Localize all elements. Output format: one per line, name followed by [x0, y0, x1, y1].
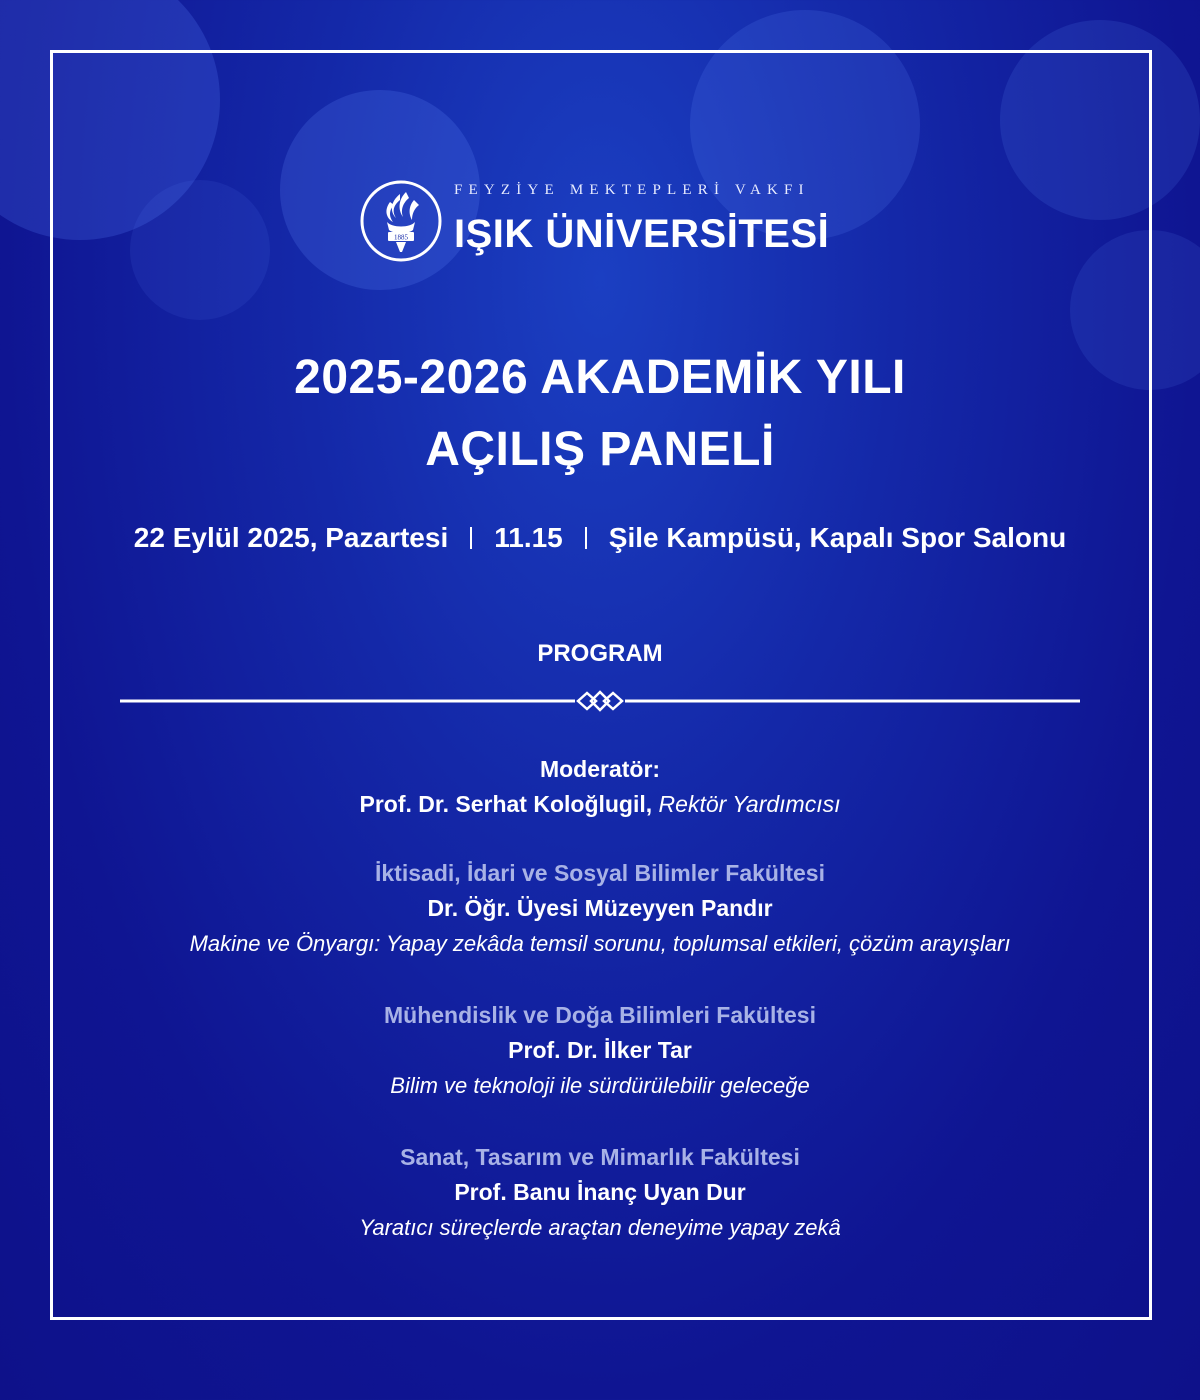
- moderator-name: Prof. Dr. Serhat Koloğlugil,: [359, 791, 653, 817]
- foundation-name: FEYZİYE MEKTEPLERİ VAKFI: [454, 182, 810, 198]
- ornament-divider: [120, 688, 1080, 714]
- university-logo: [360, 180, 840, 262]
- session-faculty: Sanat, Tasarım ve Mimarlık Fakültesi: [400, 1144, 800, 1170]
- session-block: [0, 998, 1200, 1104]
- torch-emblem-icon: [360, 180, 442, 262]
- session-topic: Bilim ve teknoloji ile sürdürülebilir geleceğe: [390, 1073, 810, 1098]
- moderator-label: Moderatör:: [539, 756, 661, 782]
- info-separator: [585, 527, 587, 549]
- program-heading: PROGRAM: [537, 640, 663, 667]
- event-location: Şile Kampüsü, Kapalı Spor Salonu: [608, 522, 1067, 553]
- session-speaker: Prof. Banu İnanç Uyan Dur: [454, 1179, 746, 1205]
- session-topic: Yaratıcı süreçlerde araçtan deneyime yapay zekâ: [359, 1215, 841, 1240]
- moderator-line: [0, 786, 1200, 822]
- session-block: [0, 1140, 1200, 1246]
- session-faculty: Mühendislik ve Doğa Bilimleri Fakültesi: [383, 1002, 816, 1028]
- event-title-line2: AÇILIŞ PANELİ: [425, 423, 775, 476]
- event-title-line1: 2025-2026 AKADEMİK YILI: [294, 351, 906, 404]
- moderator-role: Rektör Yardımcısı: [658, 791, 841, 817]
- session-block: [0, 856, 1200, 962]
- university-name: IŞIK ÜNİVERSİTESİ: [454, 212, 830, 256]
- session-topic: Makine ve Önyargı: Yapay zekâda temsil sorunu, toplumsal etkileri, çözüm arayışları: [189, 931, 1011, 956]
- emblem-year: 1885: [394, 233, 408, 242]
- event-info: [0, 522, 1200, 554]
- moderator-block: [0, 752, 1200, 822]
- session-speaker: Prof. Dr. İlker Tar: [508, 1037, 692, 1063]
- session-speaker: Dr. Öğr. Üyesi Müzeyyen Pandır: [427, 895, 773, 921]
- info-separator: [470, 527, 472, 549]
- session-faculty: İktisadi, İdari ve Sosyal Bilimler Fakültesi: [375, 860, 825, 886]
- event-time: 11.15: [494, 522, 563, 553]
- event-date: 22 Eylül 2025, Pazartesi: [133, 522, 449, 553]
